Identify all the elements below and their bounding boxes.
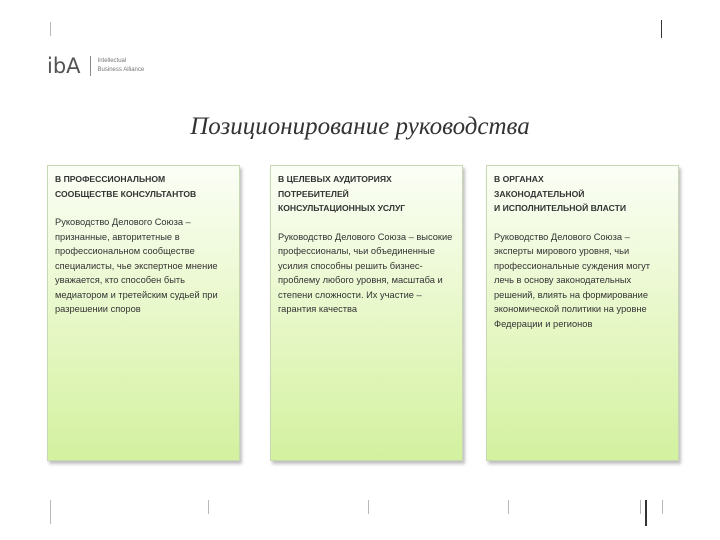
column-text: Руководство Делового Союза – высокие профессионалы, чьи объединенные усилия способны решить бизнес-проблему любого уровня, масштаба и степени сложности. Их участие – гарантия качества	[278, 231, 453, 314]
corner-tick	[640, 500, 641, 514]
logo-text	[98, 57, 145, 75]
column-consultants	[47, 165, 240, 461]
corner-tick	[50, 500, 51, 524]
corner-tick	[50, 22, 51, 36]
corner-tick	[508, 500, 509, 514]
column-heading: В ЦЕЛЕВЫХ АУДИТОРИЯХ ПОТРЕБИТЕЛЕЙ КОНСУЛЬТАЦИОННЫХ УСЛУГ	[278, 174, 406, 213]
column-heading: В ПРОФЕССИОНАЛЬНОМ СООБЩЕСТВЕ КОНСУЛЬТАНТОВ	[55, 174, 197, 199]
column-audiences	[270, 165, 463, 461]
logo-line-2: Business Alliance	[97, 67, 145, 73]
page-title: Позиционирование руководства	[190, 113, 530, 140]
corner-tick	[662, 500, 663, 514]
corner-tick	[208, 500, 209, 514]
logo-mark: ibA	[47, 54, 81, 78]
logo-line-1: Intellectual	[97, 58, 127, 64]
column-authorities	[486, 165, 679, 461]
logo	[47, 55, 144, 77]
corner-tick	[368, 500, 369, 514]
corner-tick	[645, 500, 647, 526]
column-text: Руководство Делового Союза – эксперты мирового уровня, чьи профессиональные суждения могут лечь в основу законодательных решений, влиять на формирование экономической политики на уровне Федерации и регионов	[494, 231, 651, 329]
column-heading: В ОРГАНАХ ЗАКОНОДАТЕЛЬНОЙ И ИСПОЛНИТЕЛЬНОЙ ВЛАСТИ	[494, 174, 627, 213]
corner-tick	[661, 20, 662, 38]
logo-divider	[90, 56, 91, 76]
column-text: Руководство Делового Союза – признанные, авторитетные в профессиональном сообществе специалисты, чье экспертное мнение уважается, кто способен быть медиатором и третейским судьей при разрешении споров	[55, 217, 218, 314]
